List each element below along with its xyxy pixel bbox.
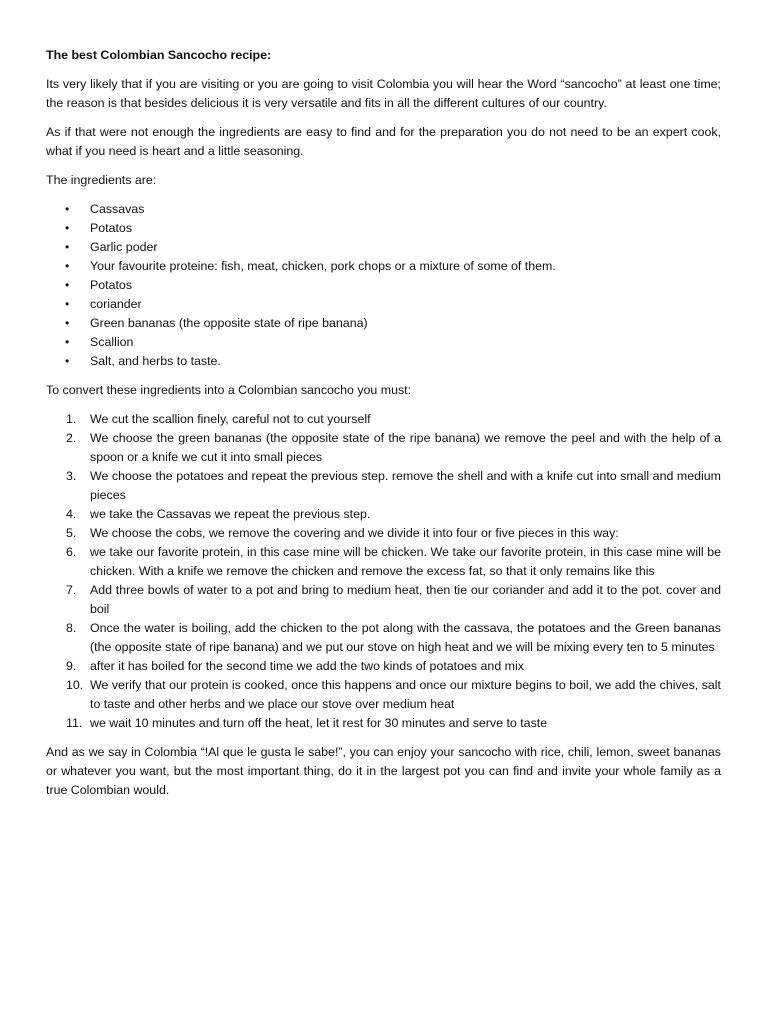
intro-paragraph-1: Its very likely that if you are visiting or you are going to visit Colombia you will hear the Word “sancocho” at least one time; the reason is that besides delicious it is very versatile and fits in all the different cultures of our country. bbox=[46, 77, 721, 110]
step-text: We verify that our protein is cooked, once this happens and once our mixture begins to boil, we add the chives, salt to taste and other herbs and we place our stove over medium heat bbox=[90, 678, 721, 711]
closing-paragraph: And as we say in Colombia “!Al que le gusta le sabe!”, you can enjoy your sancocho with rice, chili, lemon, sweet bananas or whatever you want, but the most important thing, do it in the largest pot you can find and invite your whole family as a true Colombian would. bbox=[46, 745, 721, 797]
step-text: We choose the potatoes and repeat the previous step. remove the shell and with a knife cut into small and medium pieces bbox=[90, 469, 721, 502]
step-item bbox=[46, 410, 721, 429]
step-number: 9. bbox=[66, 659, 77, 673]
step-number: 11. bbox=[66, 716, 83, 730]
bullet-icon: • bbox=[65, 316, 70, 330]
step-text: we take the Cassavas we repeat the previous step. bbox=[90, 507, 371, 521]
step-text: we take our favorite protein, in this case mine will be chicken. We take our favorite protein, in this case mine will be chicken. With a knife we remove the chicken and remove the excess fat, so that it only remains like this bbox=[90, 545, 721, 578]
step-number: 10. bbox=[66, 678, 84, 692]
step-item bbox=[46, 714, 721, 733]
step-number: 2. bbox=[66, 431, 77, 445]
ingredient-text: Salt, and herbs to taste. bbox=[90, 354, 221, 368]
steps-heading: To convert these ingredients into a Colombian sancocho you must: bbox=[46, 383, 412, 397]
ingredient-item bbox=[46, 314, 721, 333]
step-item bbox=[46, 676, 721, 714]
step-item bbox=[46, 524, 721, 543]
ingredient-item bbox=[46, 219, 721, 238]
ingredient-text: Your favourite proteine: fish, meat, chicken, pork chops or a mixture of some of them. bbox=[90, 259, 556, 273]
ingredient-text: Garlic poder bbox=[90, 240, 158, 254]
ingredient-text: coriander bbox=[90, 297, 142, 311]
step-number: 4. bbox=[66, 507, 77, 521]
step-item bbox=[46, 505, 721, 524]
ingredient-item bbox=[46, 276, 721, 295]
ingredient-item bbox=[46, 238, 721, 257]
step-text: We cut the scallion finely, careful not to cut yourself bbox=[90, 412, 371, 426]
step-text: We choose the cobs, we remove the covering and we divide it into four or five pieces in this way: bbox=[90, 526, 619, 540]
step-item bbox=[46, 581, 721, 619]
document-title: The best Colombian Sancocho recipe: bbox=[46, 48, 272, 62]
bullet-icon: • bbox=[65, 354, 70, 368]
step-item bbox=[46, 657, 721, 676]
bullet-icon: • bbox=[65, 335, 70, 349]
step-number: 3. bbox=[66, 469, 77, 483]
ingredient-text: Green bananas (the opposite state of ripe banana) bbox=[90, 316, 368, 330]
intro-paragraph-2: As if that were not enough the ingredients are easy to find and for the preparation you do not need to be an expert cook, what if you need is heart and a little seasoning. bbox=[46, 125, 721, 158]
bullet-icon: • bbox=[65, 278, 70, 292]
ingredients-list bbox=[46, 200, 721, 371]
ingredient-item bbox=[46, 295, 721, 314]
step-text: Once the water is boiling, add the chicken to the pot along with the cassava, the potatoes and the Green bananas (the opposite state of ripe banana) and we put our stove on high heat and we will be mixing every ten to 5 minutes bbox=[90, 621, 721, 654]
bullet-icon: • bbox=[65, 297, 70, 311]
ingredient-item bbox=[46, 200, 721, 219]
ingredient-text: Cassavas bbox=[90, 202, 145, 216]
ingredients-heading: The ingredients are: bbox=[46, 173, 157, 187]
step-number: 5. bbox=[66, 526, 77, 540]
step-text: we wait 10 minutes and turn off the heat, let it rest for 30 minutes and serve to taste bbox=[90, 716, 548, 730]
ingredient-item bbox=[46, 352, 721, 371]
ingredient-text: Potatos bbox=[90, 278, 133, 292]
step-item bbox=[46, 619, 721, 657]
bullet-icon: • bbox=[65, 240, 70, 254]
steps-list bbox=[46, 410, 721, 733]
ingredient-item bbox=[46, 333, 721, 352]
step-number: 7. bbox=[66, 583, 77, 597]
bullet-icon: • bbox=[65, 259, 70, 273]
ingredient-text: Scallion bbox=[90, 335, 134, 349]
step-number: 1. bbox=[66, 412, 77, 426]
step-text: Add three bowls of water to a pot and bring to medium heat, then tie our coriander and add it to the pot. cover and boil bbox=[90, 583, 721, 616]
ingredient-item bbox=[46, 257, 721, 276]
step-item bbox=[46, 543, 721, 581]
step-text: after it has boiled for the second time we add the two kinds of potatoes and mix bbox=[90, 659, 524, 673]
bullet-icon: • bbox=[65, 221, 70, 235]
document-page bbox=[46, 46, 721, 810]
step-item bbox=[46, 429, 721, 467]
step-item bbox=[46, 467, 721, 505]
step-number: 8. bbox=[66, 621, 77, 635]
ingredient-text: Potatos bbox=[90, 221, 133, 235]
step-number: 6. bbox=[66, 545, 77, 559]
step-text: We choose the green bananas (the opposite state of the ripe banana) we remove the peel and with the help of a spoon or a knife we cut it into small pieces bbox=[90, 431, 721, 464]
bullet-icon: • bbox=[65, 202, 70, 216]
